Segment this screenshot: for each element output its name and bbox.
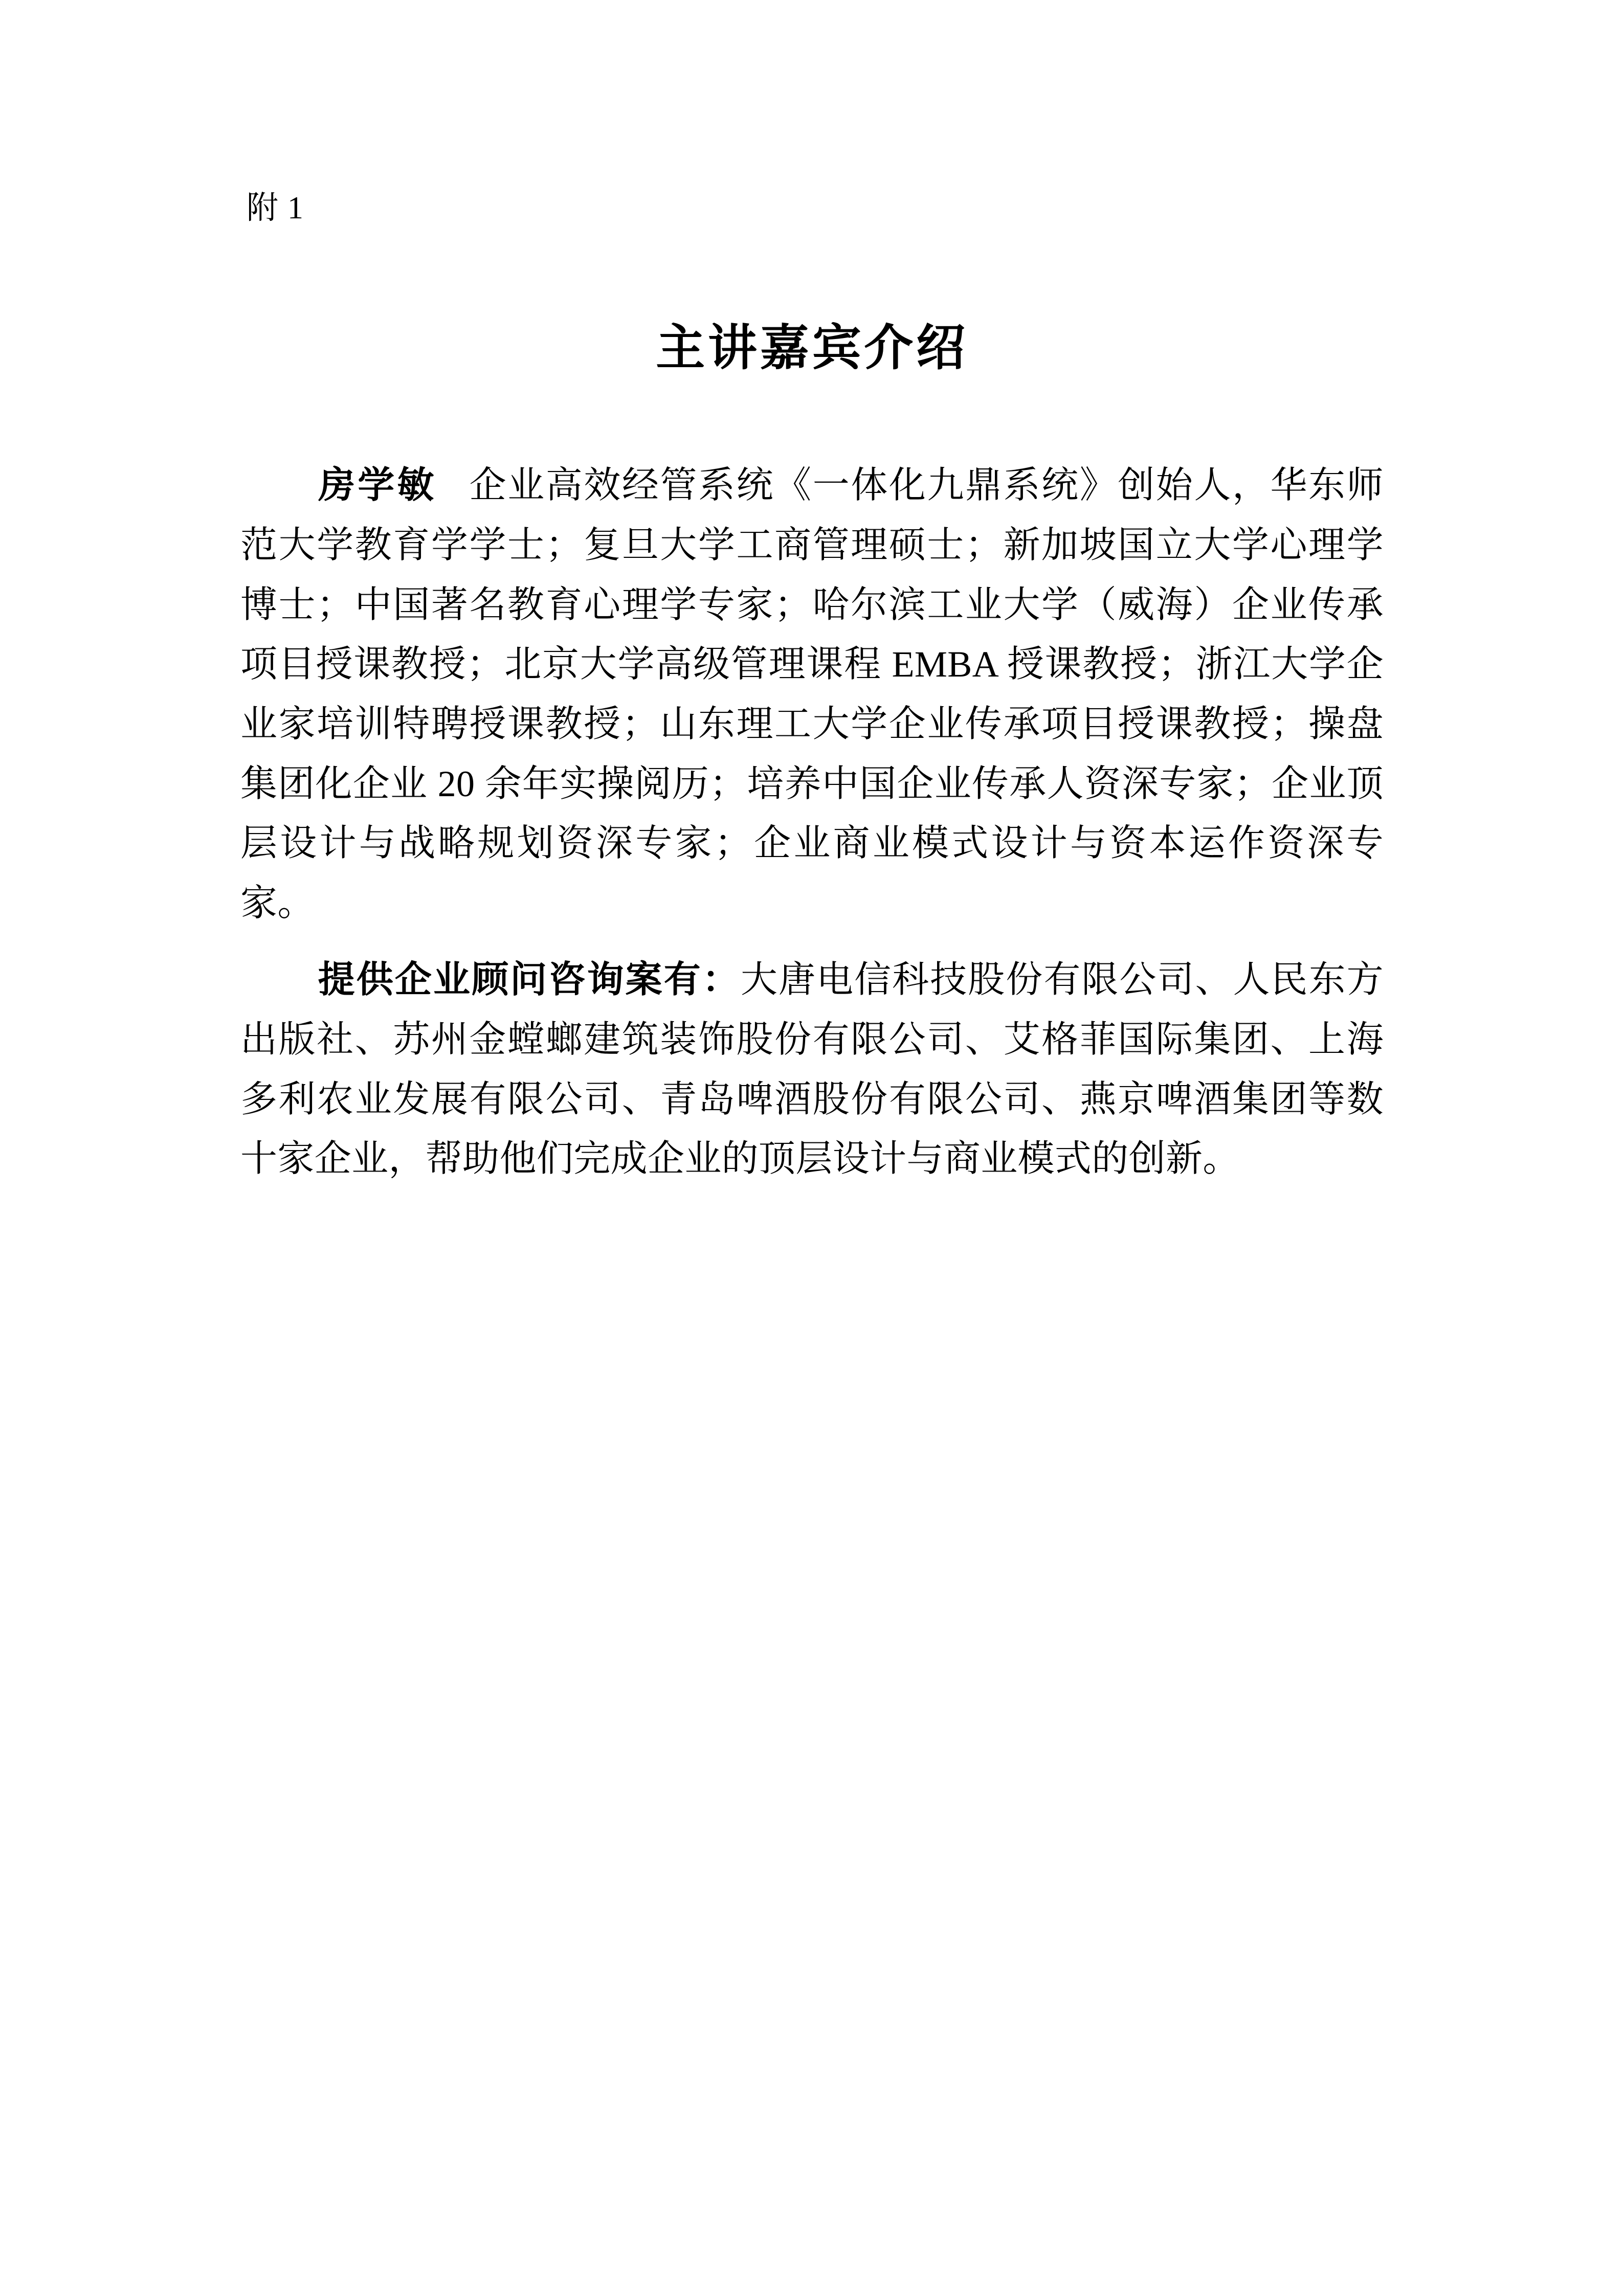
paragraph-consulting-cases xyxy=(240,950,1384,1189)
consulting-cases-lead: 提供企业顾问咨询案有： xyxy=(317,959,741,1001)
paragraph-speaker-bio xyxy=(240,456,1384,933)
document-body xyxy=(240,189,1384,1189)
attachment-label: 附 1 xyxy=(247,191,304,226)
speaker-bio-text: 企业高效经管系统《一体化九鼎系统》创始人，华东师范大学教育学学士；复旦大学工商管理硕士；新加坡国立大学心理学博士；中国著名教育心理学专家；哈尔滨工业大学（威海）企业传承项目授课教授；北京大学高级管理课程 EMBA 授课教授；浙江大学企业家培训特聘授课教授；山东理工大学企业传承项目授课教授；操盘集团化企业 20 余年实操阅历；培养中国企业传承人资深专家；企业顶层设计与战略规划资深专家；企业商业模式设计与资本运作资深专家。 xyxy=(240,465,1384,924)
speaker-name: 房学敏 xyxy=(317,465,437,506)
page-title: 主讲嘉宾介绍 xyxy=(656,321,968,376)
consulting-cases-text: 大唐电信科技股份有限公司、人民东方出版社、苏州金螳螂建筑装饰股份有限公司、艾格菲国际集团、上海多利农业发展有限公司、青岛啤酒股份有限公司、燕京啤酒集团等数十家企业，帮助他们完成企业的顶层设计与商业模式的创新。 xyxy=(240,959,1384,1180)
